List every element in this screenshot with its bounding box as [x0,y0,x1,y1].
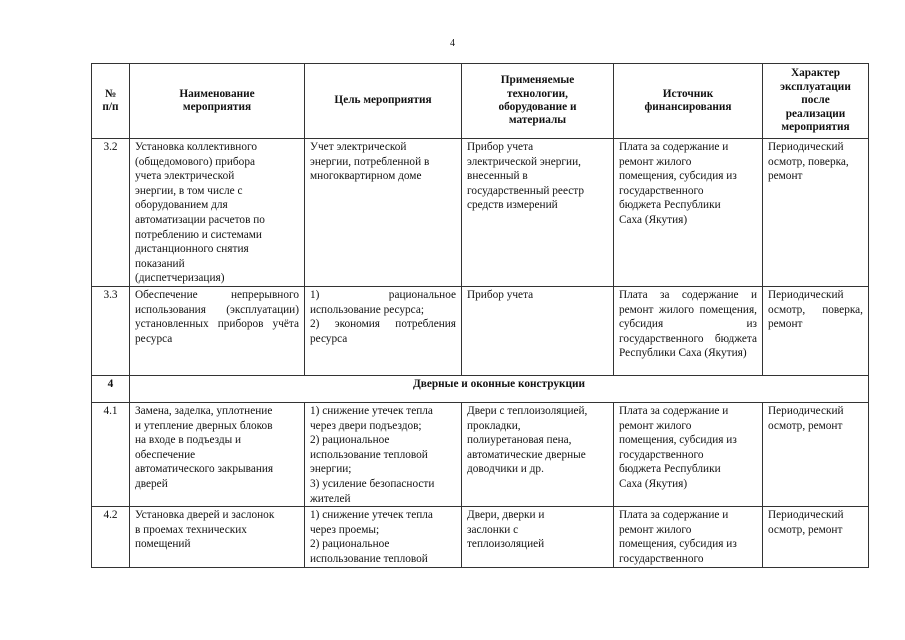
section-title: Дверные и оконные конструкции [130,376,869,403]
row-technologies: Прибор учета электрической энергии, внесенный в государственный реестр средств измерений [462,139,614,287]
page-number: 4 [450,38,455,49]
section-number: 4 [92,376,130,403]
row-technologies: Двери с теплоизоляцией, прокладки, полиуретановая пена, автоматические дверные доводчики и др. [462,403,614,507]
table-row [92,507,869,567]
header-operation-type: Характер эксплуатации после реализации мероприятия [763,64,869,139]
header-financing-source: Источник финансирования [614,64,763,139]
row-name: Установка дверей и заслонок в проемах технических помещений [130,507,305,567]
table-row [92,287,869,376]
section-row [92,376,869,403]
header-number: № п/п [92,64,130,139]
row-financing-source: Плата за содержание и ремонт жилого помещения, субсидия из государственного [614,507,763,567]
measures-table [91,63,869,568]
row-number: 3.3 [92,287,130,376]
row-operation-type: Периодический осмотр, поверка, ремонт [763,287,869,376]
table-row [92,139,869,287]
header-name: Наименование мероприятия [130,64,305,139]
row-financing-source: Плата за содержание и ремонт жилого помещения, субсидия из государственного бюджета Республики Саха (Якутия) [614,403,763,507]
row-financing-source: Плата за содержание и ремонт жилого помещения, субсидия из государственного бюджета Республики Саха (Якутия) [614,139,763,287]
row-number: 3.2 [92,139,130,287]
row-financing-source: Плата за содержание и ремонт жилого помещения, субсидия из государственного бюджета Республики Саха (Якутия) [614,287,763,376]
row-goal: 1) рациональное использование ресурса; 2) экономия потребления ресурса [305,287,462,376]
row-name: Замена, заделка, уплотнение и утепление дверных блоков на входе в подъезды и обеспечение автоматического закрывания дверей [130,403,305,507]
row-number: 4.1 [92,403,130,507]
row-number: 4.2 [92,507,130,567]
row-operation-type: Периодический осмотр, ремонт [763,403,869,507]
row-goal: 1) снижение утечек тепла через двери подъездов; 2) рациональное использование тепловой энергии; 3) усиление безопасности жителей [305,403,462,507]
table-header-row [92,64,869,139]
header-goal: Цель мероприятия [305,64,462,139]
row-name: Установка коллективного (общедомового) прибора учета электрической энергии, в том числе с оборудованием для автоматизации расчетов по потреблению и системами дистанционного снятия показаний (диспетчеризация) [130,139,305,287]
table-row [92,403,869,507]
row-goal: Учет электрической энергии, потребленной в многоквартирном доме [305,139,462,287]
row-technologies: Прибор учета [462,287,614,376]
row-operation-type: Периодический осмотр, поверка, ремонт [763,139,869,287]
header-technologies: Применяемые технологии, оборудование и материалы [462,64,614,139]
row-goal: 1) снижение утечек тепла через проемы; 2) рациональное использование тепловой [305,507,462,567]
row-name: Обеспечение непрерывного использования (эксплуатации) установленных приборов учёта ресурса [130,287,305,376]
row-operation-type: Периодический осмотр, ремонт [763,507,869,567]
row-technologies: Двери, дверки и заслонки с теплоизоляцией [462,507,614,567]
